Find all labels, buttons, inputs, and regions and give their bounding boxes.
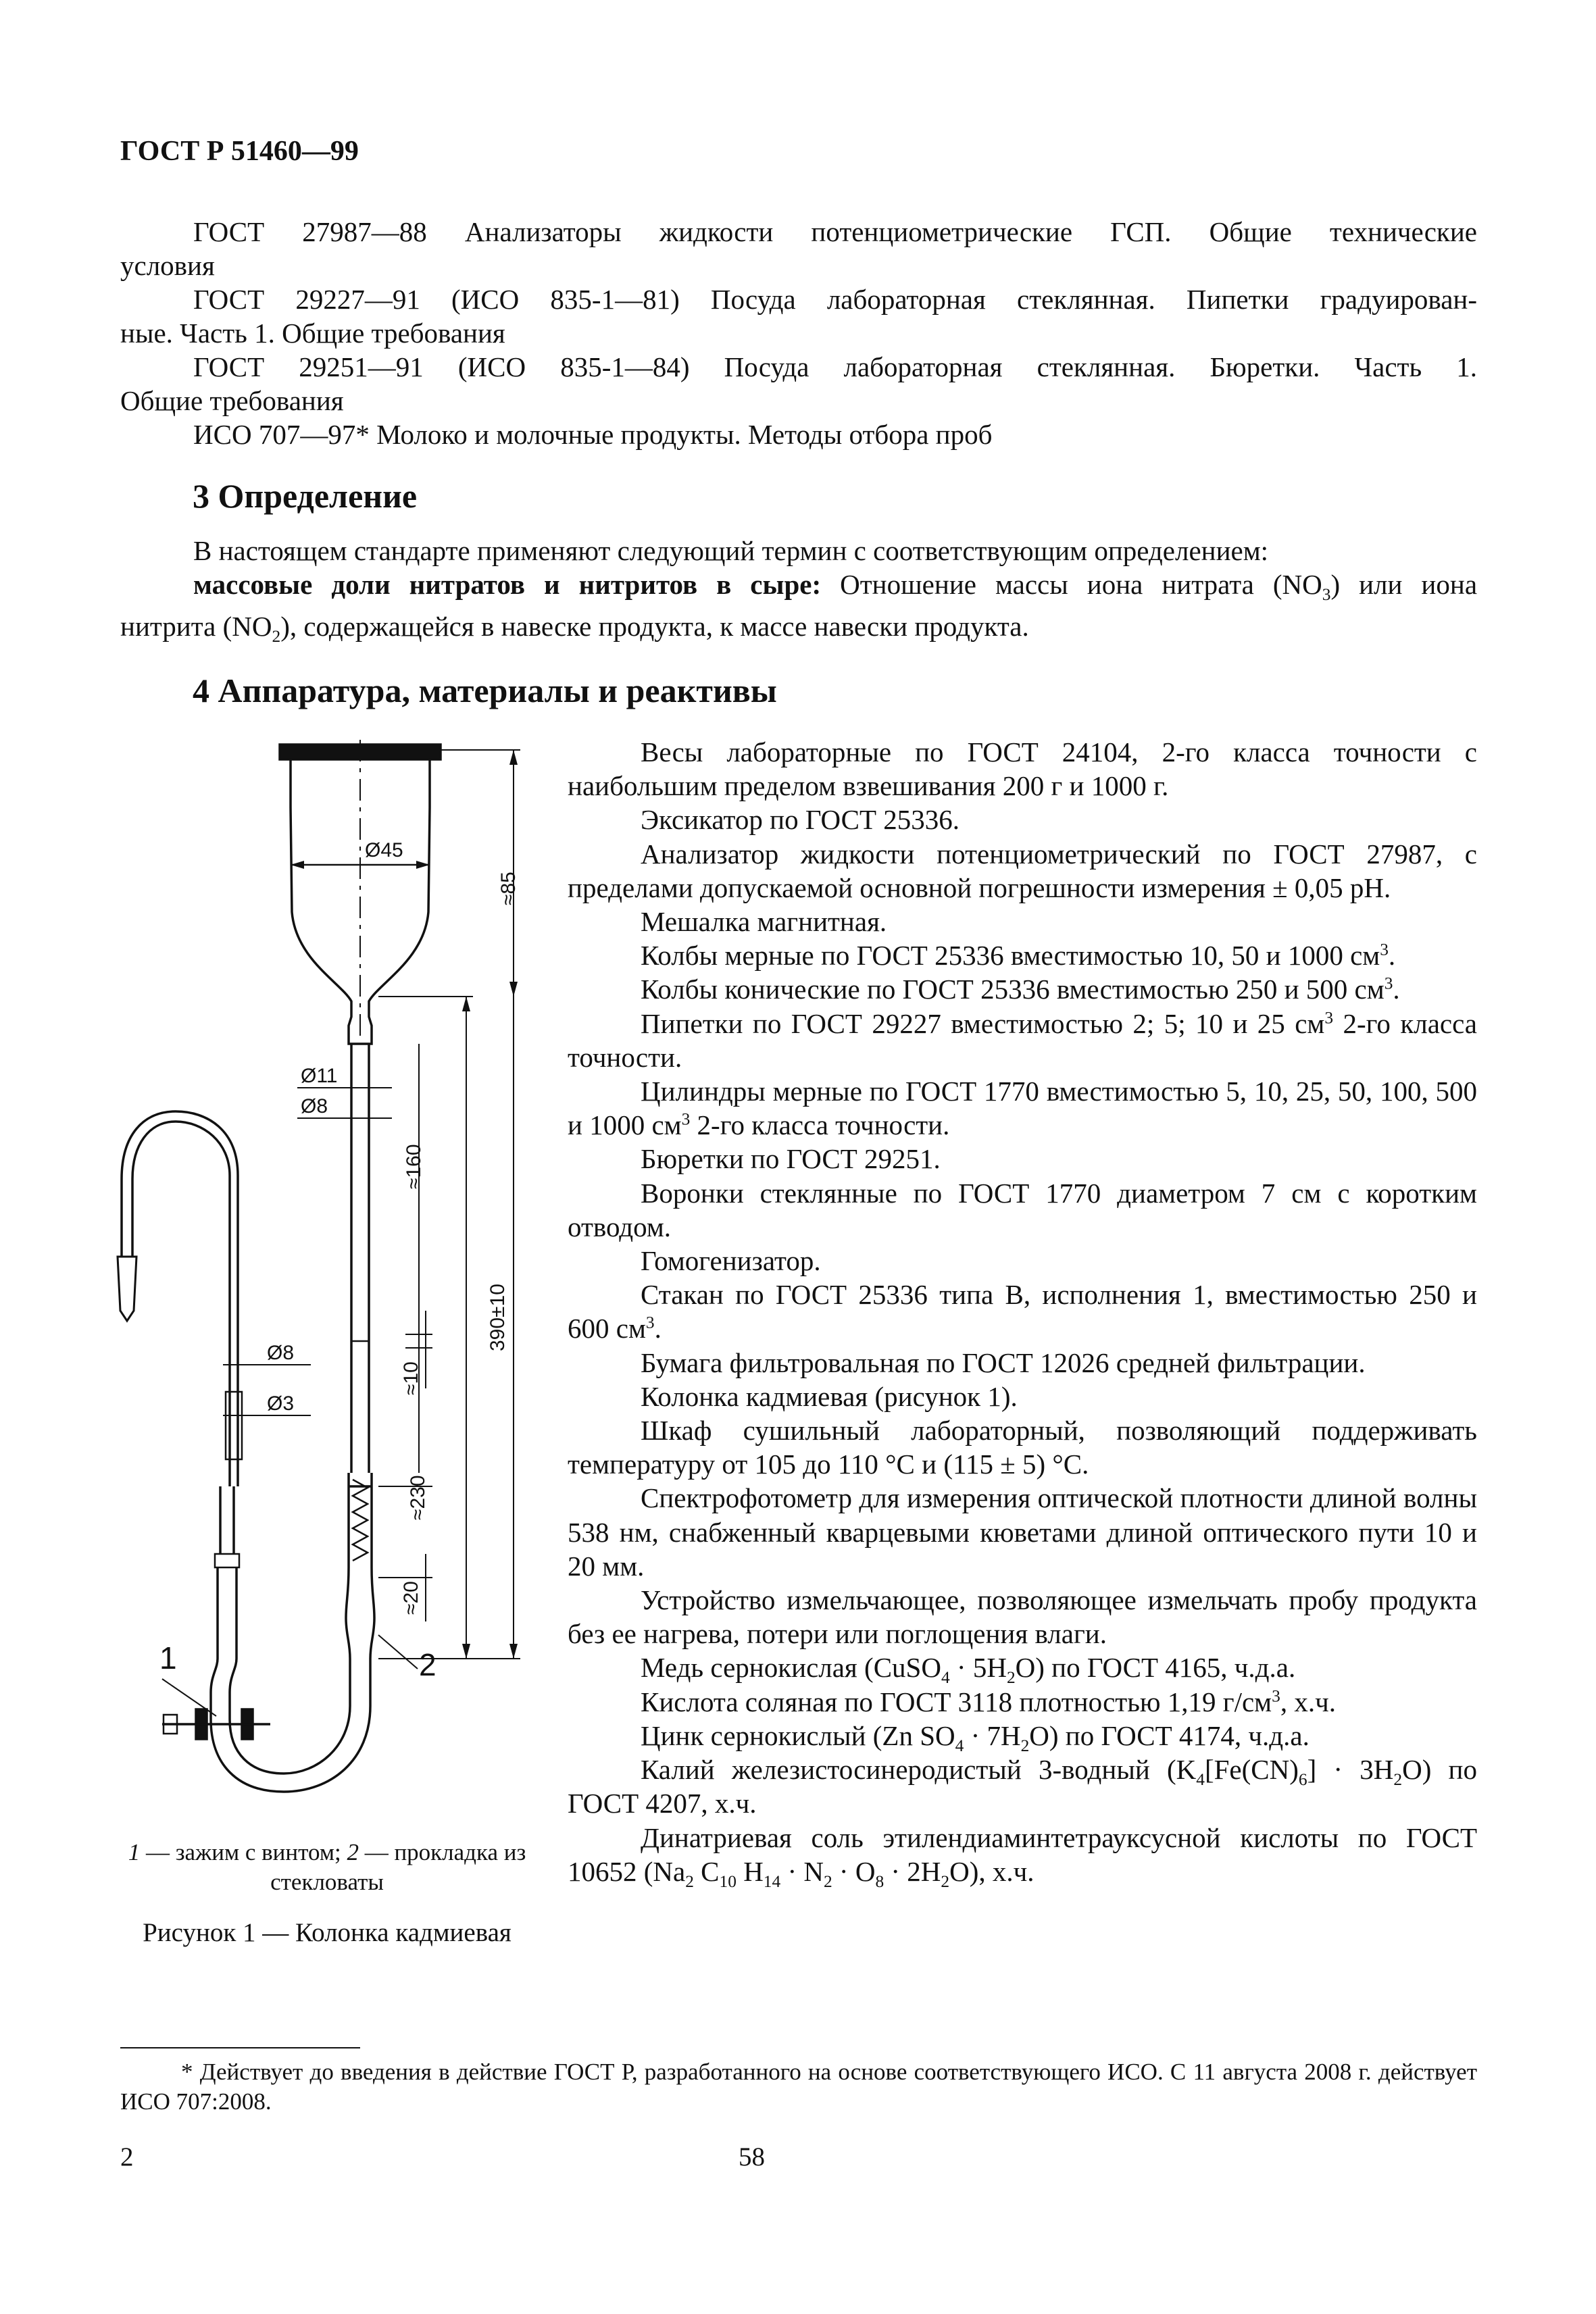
- list-item: Динатриевая соль этилендиаминтетрауксусной кислоты по ГОСТ 10652 ($Na_2$ $C_{10}$ $H_{14} \cdot N_2 \cdot O_8 \cdot 2H_2O$), х.ч.: [568, 1821, 1477, 1891]
- equipment-list: [568, 735, 1478, 1891]
- list-item: Цинк сернокислый (Zn $SO_4 \cdot 7H_2O$) по ГОСТ 4174, ч.д.а.: [641, 1719, 1310, 1756]
- section-3-text: В настоящем стандарте применяют следующий термин с соответствующим определением: массовые доли нитратов и нитритов в сыре: Отношение массы иона нитрата $(NO_3)$ или иона нитрита $(NO_2)$, содержащейся в навеске продукта, к массе навески продукта.: [120, 535, 1478, 647]
- list-item: Шкаф сушильный лабораторный, позволяющий поддерживать температуру от 105 до 110 °С и (115 ± 5) °С.: [568, 1415, 1477, 1480]
- figure-caption: Рисунок 1 — Колонка кадмиевая: [143, 1918, 512, 1947]
- list-item: Гомогенизатор.: [641, 1245, 821, 1277]
- list-item: Спектрофотометр для измерения оптической плотности длиной волны 538 нм, снабженный кварцевыми кюветами длиной оптического пути 10 и 20 мм.: [568, 1482, 1477, 1582]
- list-item: Колбы мерные по ГОСТ 25336 вместимостью 10, 50 и 1000 $см^3$.: [641, 940, 1396, 972]
- list-item: Калий железистосинеродистый 3-водный $(K_4[Fe(CN)_6] \cdot 3H_2O)$ по ГОСТ 4207, х.ч.: [568, 1754, 1477, 1819]
- dim-h20: ≈20: [400, 1581, 422, 1615]
- section-3-title: 3 Определение: [193, 477, 418, 515]
- list-item: Мешалка магнитная.: [641, 906, 887, 938]
- reference-gost-27987: ГОСТ 27987—88 Анализаторы жидкости потенциометрические ГСП. Общие технические условия: [120, 216, 1477, 281]
- dim-h160: ≈160: [403, 1144, 425, 1189]
- list-item: Колбы конические по ГОСТ 25336 вместимостью 250 и 500 $см^3$.: [641, 974, 1400, 1005]
- term: массовые доли нитратов и нитритов в сыре:: [193, 569, 822, 600]
- list-item: Кислота соляная по ГОСТ 3118 плотностью 1,19 $г/см^3$, х.ч.: [641, 1686, 1336, 1717]
- list-item: Эксикатор по ГОСТ 25336.: [641, 804, 960, 836]
- u-bend: [230, 1567, 350, 1774]
- list-item: Колонка кадмиевая (рисунок 1).: [641, 1380, 1018, 1412]
- footnote-separator: [120, 2047, 360, 2048]
- footnote: * Действует до введения в действие ГОСТ Р, разработанного на основе соответствующего ИСО. С 11 августа 2008 г. действует ИСО 707:2008.: [120, 2059, 1477, 2115]
- page-number-left: 2: [120, 2142, 134, 2171]
- page-number-center: 58: [739, 2142, 765, 2171]
- reference-gost-29251: ГОСТ 29251—91 (ИСО 835-1—84) Посуда лабораторная стеклянная. Бюретки. Часть 1. Общие требования: [120, 351, 1477, 416]
- dim-h230: ≈230: [407, 1475, 429, 1520]
- dim-h85: ≈85: [497, 872, 520, 905]
- dim-d11: Ø11: [301, 1065, 338, 1087]
- outlet-tube: [218, 1567, 236, 1649]
- list-item: Устройство измельчающее, позволяющее измельчать пробу продукта без ее нагрева, потери или поглощения влаги.: [568, 1584, 1477, 1650]
- dim-h390: 390±10: [487, 1284, 509, 1351]
- callout-2: 2: [419, 1647, 437, 1682]
- column-tube: [351, 1044, 369, 1473]
- list-item: Медь сернокислая (CuSO$_4$ · $5H_2O$) по ГОСТ 4165, ч.д.а.: [641, 1652, 1296, 1688]
- reference-gost-29227: ГОСТ 29227—91 (ИСО 835-1—81) Посуда лабораторная стеклянная. Пипетки градуирован- ные. Часть 1. Общие требования: [120, 284, 1477, 349]
- reference-iso-707: ИСО 707—97* Молоко и молочные продукты. Методы отбора проб: [193, 419, 993, 450]
- dim-d8-lower: Ø8: [267, 1342, 295, 1364]
- list-item: Анализатор жидкости потенциометрический по ГОСТ 27987, с пределами допускаемой основной погрешности измерения ± 0,05 pH.: [568, 838, 1477, 903]
- list-item: Весы лабораторные по ГОСТ 24104, 2-го класса точности с наибольшим пределом взвешивания 200 г и 1000 г.: [568, 736, 1477, 802]
- running-header: ГОСТ Р 51460—99: [120, 136, 359, 167]
- figure-legend: 1 — зажим с винтом; 2 — прокладка из стекловаты: [128, 1839, 526, 1895]
- list-item: Бумага фильтровальная по ГОСТ 12026 средней фильтрации.: [641, 1347, 1366, 1378]
- callout-1: 1: [159, 1640, 177, 1676]
- list-item: Бюретки по ГОСТ 29251.: [641, 1143, 941, 1175]
- dim-h10: ≈10: [400, 1361, 422, 1395]
- list-item: Воронки стеклянные по ГОСТ 1770 диаметром 7 см с коротким отводом.: [568, 1177, 1477, 1242]
- dim-d45: Ø45: [365, 839, 403, 861]
- list-item: Пипетки по ГОСТ 29227 вместимостью 2; 5; 10 и 25 $см^3$ 2-го класса точности.: [568, 1007, 1478, 1073]
- list-item: Стакан по ГОСТ 25336 типа В, исполнения 1, вместимостью 250 и 600 $см^3$.: [568, 1279, 1477, 1344]
- dim-d8-upper: Ø8: [301, 1095, 328, 1117]
- dim-d3: Ø3: [267, 1392, 295, 1415]
- glass-wool-coil: [353, 1480, 368, 1561]
- list-item: Цилиндры мерные по ГОСТ 1770 вместимостью 5, 10, 25, 50, 100, 500 и 1000 $см^3$ 2-го класса точности.: [568, 1076, 1477, 1141]
- section-4-title: 4 Аппаратура, материалы и реактивы: [193, 672, 777, 709]
